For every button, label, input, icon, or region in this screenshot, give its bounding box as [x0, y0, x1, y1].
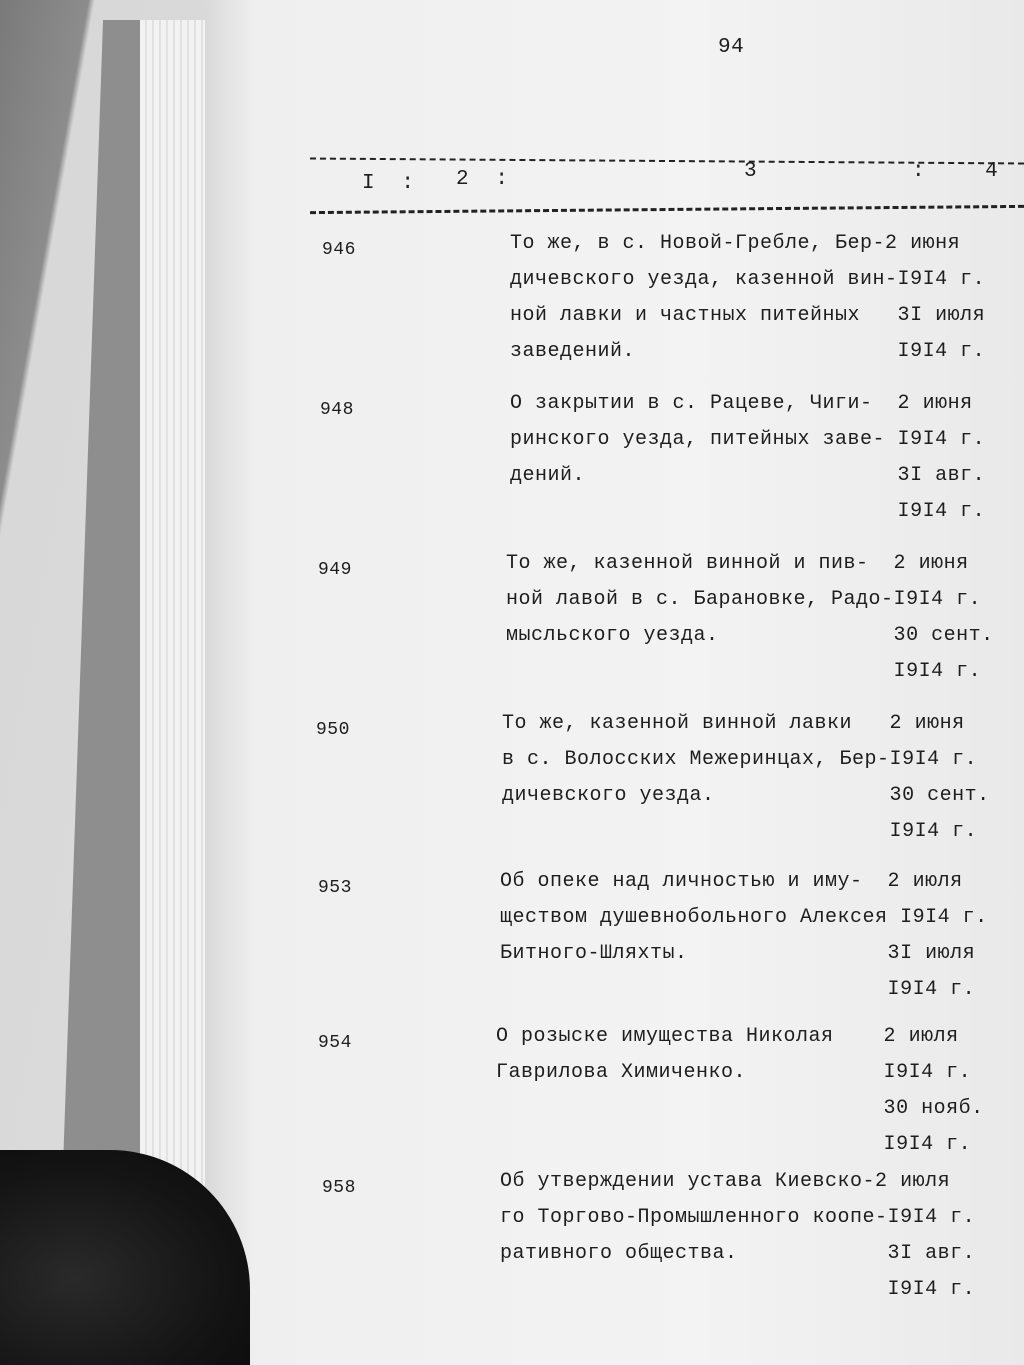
page-number: 94 — [718, 36, 745, 59]
entry-line: О закрытии в с. Рацеве, Чиги- 2 июня — [510, 392, 973, 415]
entry-line: Гаврилова Химиченко. I9I4 г. — [496, 1061, 972, 1084]
entry-line: I9I4 г. — [500, 1278, 976, 1301]
entry-number: 950 — [316, 720, 350, 740]
entry-line: го Торгово-Промышленного коопе-I9I4 г. — [500, 1206, 976, 1229]
entry-line: I9I4 г. — [502, 820, 978, 843]
entry-line: ринского уезда, питейных заве- I9I4 г. — [510, 428, 986, 451]
entry-line: Об утверждении устава Киевско-2 июля — [500, 1170, 951, 1193]
entry-number: 949 — [318, 560, 352, 580]
header-col2: 2 : — [456, 168, 509, 191]
entry-line: Об опеке над личностью и иму- 2 июля — [500, 870, 963, 893]
entry-line: I9I4 г. — [500, 978, 976, 1001]
header-col4: : 4 — [912, 160, 999, 183]
entry-line: 30 нояб. — [496, 1097, 984, 1120]
entry-number: 958 — [322, 1178, 356, 1198]
entry-line: ществом душевнобольного Алексея I9I4 г. — [500, 906, 988, 929]
entry-line: I9I4 г. — [510, 500, 986, 523]
entry-line: I9I4 г. — [506, 660, 982, 683]
entry-line: I9I4 г. — [496, 1133, 972, 1156]
entry-line: дичевского уезда. 30 сент. — [502, 784, 990, 807]
header-col3: 3 — [744, 160, 758, 183]
entry-line: ной лавой в с. Барановке, Радо-I9I4 г. — [506, 588, 982, 611]
header-col1: I : — [362, 172, 415, 195]
entry-number: 954 — [318, 1033, 352, 1053]
entry-line: То же, в с. Новой-Гребле, Бер-2 июня — [510, 232, 961, 255]
entry-line: мысльского уезда. 30 сент. — [506, 624, 994, 647]
entry-line: ративного общества. 3I авг. — [500, 1242, 976, 1265]
entry-number: 948 — [320, 400, 354, 420]
entry-line: То же, казенной винной и пив- 2 июня — [506, 552, 969, 575]
entry-number: 946 — [322, 240, 356, 260]
entry-line: дений. 3I авг. — [510, 464, 986, 487]
entry-line: То же, казенной винной лавки 2 июня — [502, 712, 965, 735]
entry-line: ной лавки и частных питейных 3I июля — [510, 304, 986, 327]
entry-line: Битного-Шляхты. 3I июля — [500, 942, 976, 965]
entry-number: 953 — [318, 878, 352, 898]
entry-line: дичевского уезда, казенной вин-I9I4 г. — [510, 268, 986, 291]
entry-line: заведений. I9I4 г. — [510, 340, 986, 363]
entry-line: О розыске имущества Николая 2 июля — [496, 1025, 959, 1048]
entry-line: в с. Волосских Межеринцах, Бер-I9I4 г. — [502, 748, 978, 771]
